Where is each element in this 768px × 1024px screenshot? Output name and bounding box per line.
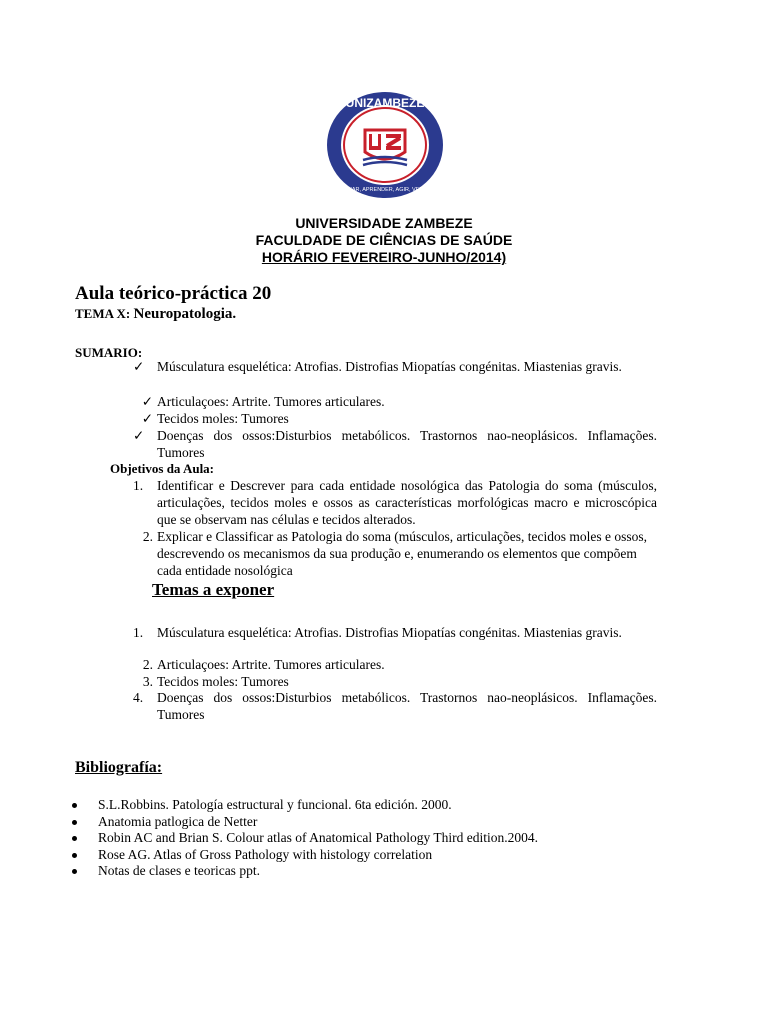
tema-item: 1. Músculatura esquelética: Atrofias. Distrofias Miopatías congénitas. Miastenias gravis. bbox=[133, 625, 622, 640]
check-icon: ✓ bbox=[141, 411, 153, 426]
university-logo bbox=[325, 90, 445, 200]
bullet-icon bbox=[72, 820, 77, 825]
bullet-icon bbox=[72, 836, 77, 841]
temas-heading: Temas a exponer bbox=[152, 580, 275, 599]
objetivos-list bbox=[133, 478, 657, 578]
sumario-item: ✓ Tecidos moles: Tumores bbox=[157, 411, 657, 428]
list-number: 3. bbox=[142, 674, 153, 689]
list-number: 1. bbox=[133, 478, 144, 493]
bib-item: Robin AC and Brian S. Colour atlas of Anatomical Pathology Third edition.2004. bbox=[98, 830, 538, 847]
check-icon: ✓ bbox=[133, 428, 145, 443]
sumario-item: ✓ Doenças dos ossos:Disturbios metabólicos. Trastornos nao-neoplásicos. Inflamações. Tumores bbox=[133, 428, 657, 460]
tema-line bbox=[75, 306, 236, 323]
page-title: Aula teórico-práctica 20 bbox=[75, 283, 272, 304]
list-number: 1. bbox=[133, 625, 144, 640]
check-icon: ✓ bbox=[133, 359, 145, 374]
sumario-item: ✓ Articulaçoes: Artrite. Tumores articulares. bbox=[157, 394, 657, 411]
list-number: 4. bbox=[133, 690, 144, 705]
list-number: 2. bbox=[142, 529, 153, 544]
tema-value: Neuropatologia. bbox=[133, 306, 237, 322]
bib-item: Anatomia patlogica de Netter bbox=[98, 814, 257, 831]
bib-item: Notas de clases e teoricas ppt. bbox=[98, 863, 260, 880]
tema-item: 4. Doenças dos ossos:Disturbios metabólicos. Trastornos nao-neoplásicos. Inflamações. Tumores bbox=[133, 690, 657, 722]
objetivo-item: 2. Explicar e Classificar as Patologia do soma (músculos, articulações, tecidos moles e ossos, descrevendo os mecanismos da sua produção e, enumerando os elementos que compõem cada entidade nosológica bbox=[157, 529, 657, 579]
bib-item: Rose AG. Atlas of Gross Pathology with histology correlation bbox=[98, 847, 432, 864]
bullet-icon bbox=[72, 803, 77, 808]
bullet-icon bbox=[72, 869, 77, 874]
logo-ring-text: UNIZAMBEZE bbox=[345, 96, 425, 110]
sumario-item: ✓ Músculatura esquelética: Atrofias. Distrofias Miopatías congénitas. Miastenias gravis. bbox=[133, 359, 622, 374]
faculty-name: FACULDADE DE CIÊNCIAS DE SAÚDE bbox=[255, 232, 513, 248]
bib-item: S.L.Robbins. Patología estructural y funcional. 6ta edición. 2000. bbox=[98, 797, 452, 814]
objetivos-label: Objetivos da Aula: bbox=[110, 461, 215, 476]
tema-item: 3. Tecidos moles: Tumores bbox=[157, 674, 657, 691]
bibliografia-list bbox=[98, 797, 698, 887]
tema-label: TEMA X: bbox=[75, 306, 131, 321]
check-icon: ✓ bbox=[141, 394, 153, 409]
university-name: UNIVERSIDADE ZAMBEZE bbox=[295, 215, 473, 231]
bibliografia-heading: Bibliografía: bbox=[75, 759, 163, 776]
bullet-icon bbox=[72, 853, 77, 858]
tema-item: 2. Articulaçoes: Artrite. Tumores articulares. bbox=[157, 657, 657, 674]
objetivo-item: 1. Identificar e Descrever para cada entidade nosológica das Patologia do soma (músculos, articulações, tecidos moles e ossos as características morfológicas macro e microscópica que se observam nas células e tecidos alterados. bbox=[133, 478, 657, 527]
temas-list bbox=[133, 625, 657, 735]
sumario-list bbox=[133, 359, 657, 469]
logo-motto: ENSINAR, APRENDER, AGIR, VENCER bbox=[335, 187, 435, 193]
sumario-label: SUMARIO: bbox=[75, 345, 143, 360]
schedule-line: HORÁRIO FEVEREIRO-JUNHO/2014) bbox=[261, 249, 507, 265]
list-number: 2. bbox=[142, 657, 153, 672]
